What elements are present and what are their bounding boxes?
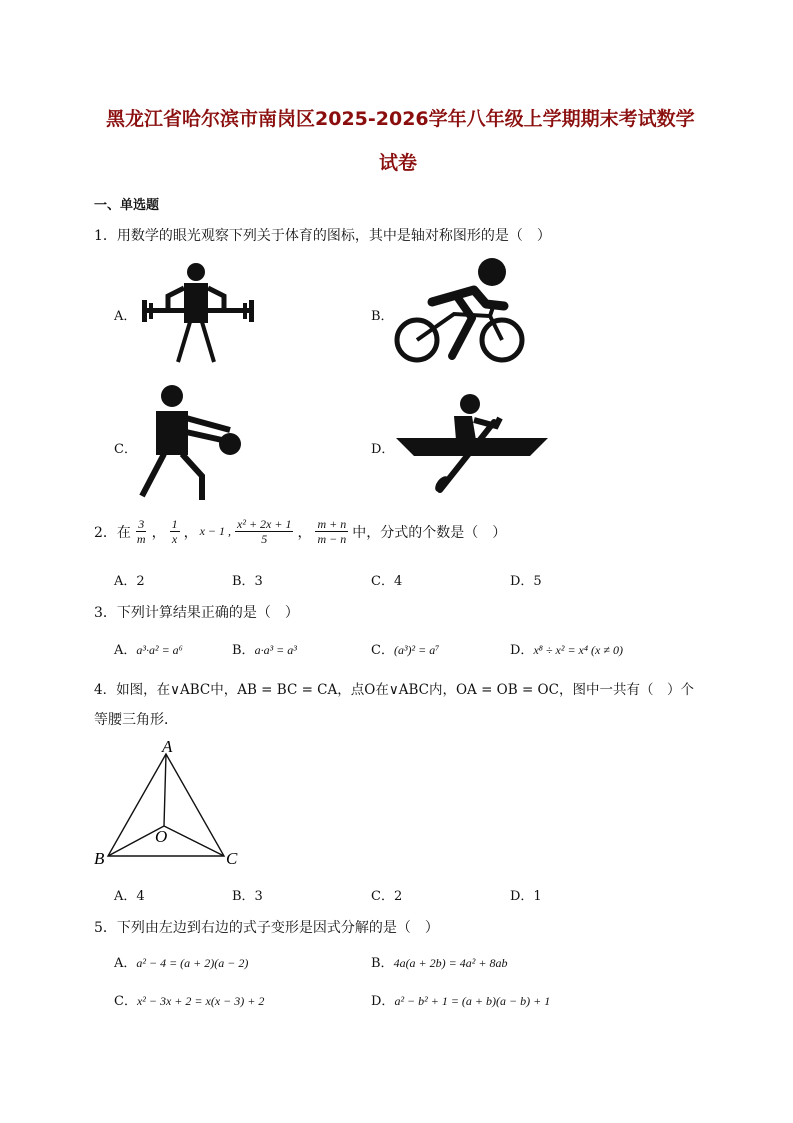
q1-option-a-label: A． xyxy=(114,309,137,324)
q5-option-c: C．x² − 3x + 2 = x(x − 3) + 2 xyxy=(114,994,265,1009)
q5-option-d: D．a² − b² + 1 = (a + b)(a − b) + 1 xyxy=(371,994,551,1009)
weightlifting-icon xyxy=(138,262,258,366)
q4-option-c: C．2 xyxy=(371,889,403,904)
q1-option-d-label: D． xyxy=(371,442,395,457)
q4-stem-line2: 等腰三角形． xyxy=(94,712,178,728)
q4-option-d: D．1 xyxy=(510,889,542,904)
q3-option-d: D．x⁸ ÷ x² = x⁴ (x ≠ 0) xyxy=(510,643,623,658)
q1-option-c-label: C． xyxy=(114,442,137,457)
vertex-label-c: C xyxy=(226,849,238,868)
q2-option-a: A．2 xyxy=(114,574,145,589)
q5-stem: 5．下列由左边到右边的式子变形是因式分解的是（ ） xyxy=(94,920,439,936)
vertex-label-b: B xyxy=(94,849,105,868)
q4-option-b: B．3 xyxy=(232,889,263,904)
fraction-3-over-m: $\frac{3}{m}$ xyxy=(136,517,146,546)
cycling-icon xyxy=(394,256,526,368)
fraction-1-over-x: $\frac{1}{x}$ xyxy=(171,517,178,546)
fraction-m-plus-n-over-m-minus-n: $\frac{m + n}{m - n}$ xyxy=(317,517,347,546)
q2-number: 2．在 xyxy=(94,524,131,541)
q3-option-c: C．(a³)² = a⁷ xyxy=(371,643,440,658)
q2-tail: 中，分式的个数是（ ） xyxy=(352,524,507,541)
paper-title-line2: 试卷 xyxy=(379,152,418,174)
fraction-quadratic-over-5: $\frac{\text{x² + 2x + 1}}{5}$ xyxy=(237,517,292,546)
point-label-o: O xyxy=(155,827,168,846)
q5-option-a: A．a² − 4 = (a + 2)(a − 2) xyxy=(114,956,249,971)
q2-option-d: D．5 xyxy=(510,574,542,589)
q3-stem: 3．下列计算结果正确的是（ ） xyxy=(94,605,299,621)
expr-x-minus-1: x − 1 , xyxy=(199,524,232,538)
rowing-icon xyxy=(396,394,548,494)
vertex-label-a: A xyxy=(162,737,173,756)
section-heading: 一、单选题 xyxy=(94,198,160,213)
q4-stem-line1: 4．如图，在∨ABC中，AB = BC = CA，点O在∨ABC内，OA = OB = OC，图中一共有（ ）个 xyxy=(94,682,694,698)
q1-stem: 1．用数学的眼光观察下列关于体育的图标，其中是轴对称图形的是（ ） xyxy=(94,228,551,244)
triangle-figure xyxy=(90,738,250,870)
q4-option-a: A．4 xyxy=(114,889,145,904)
q5-option-b: B．4a(a + 2b) = 4a² + 8ab xyxy=(371,956,508,971)
paper-title-line1: 黑龙江省哈尔滨市南岗区2025-2026学年八年级上学期期末考试数学 xyxy=(106,108,695,130)
q2-option-c: C．4 xyxy=(371,574,403,589)
basketball-player-icon xyxy=(136,384,248,502)
q3-option-b: B．a·a³ = a³ xyxy=(232,643,297,658)
q2-option-b: B．3 xyxy=(232,574,263,589)
q1-option-b-label: B． xyxy=(371,309,394,324)
q2-stem: 2．在 $\frac{3}{m}$ ， $\frac{1}{x}$ ， x − 1 , $\frac{\text{x² + 2x + 1}}{5}$ ， $\frac{m + n}{m - n}$ 中，分式的个数是（ ） xyxy=(94,517,507,546)
q3-option-a: A．a³·a² = a⁶ xyxy=(114,643,183,658)
